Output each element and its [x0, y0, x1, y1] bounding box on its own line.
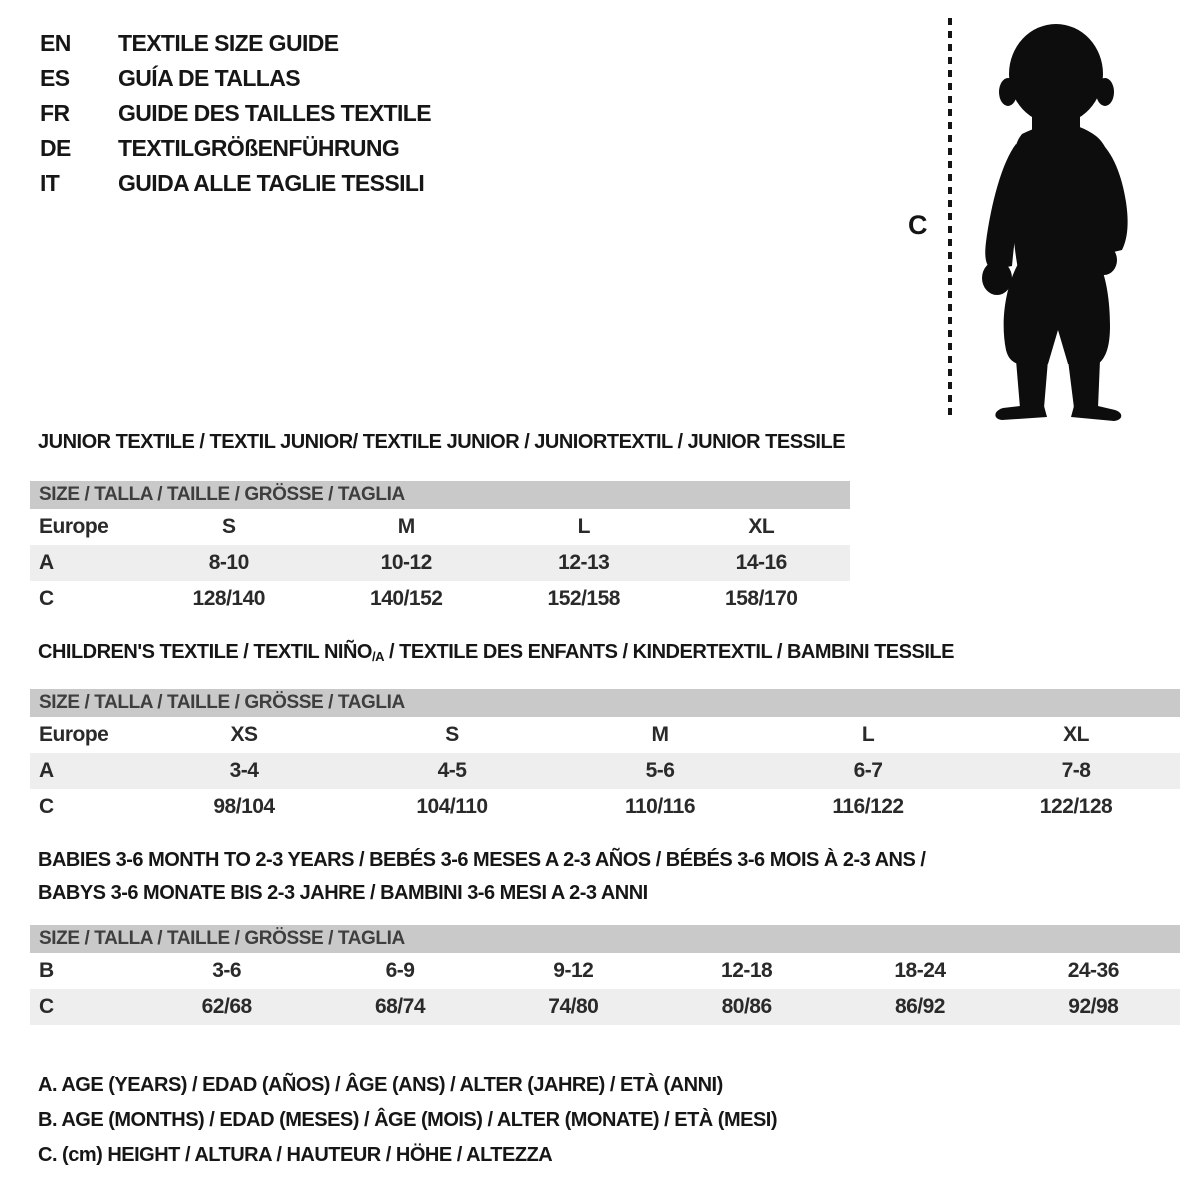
column-header: S — [221, 515, 236, 538]
table-cell: 104/110 — [416, 795, 488, 818]
table-row-a — [30, 545, 850, 581]
height-dashed-line — [948, 18, 952, 418]
table-row-b — [30, 953, 1180, 989]
children-size-table — [30, 689, 1180, 825]
column-header: XL — [748, 515, 775, 538]
language-label: TEXTILGRÖßENFÜHRUNG — [118, 135, 400, 161]
table-cell: 140/152 — [370, 587, 443, 610]
junior-section-title: JUNIOR TEXTILE / TEXTIL JUNIOR/ TEXTILE JUNIOR / JUNIORTEXTIL / JUNIOR TESSILE — [38, 431, 846, 453]
babies-size-table — [30, 925, 1180, 1025]
size-header-bar: SIZE / TALLA / TAILLE / GRÖSSE / TAGLIA — [30, 689, 1180, 717]
row-label: C — [39, 587, 54, 610]
table-cell: 3-6 — [212, 959, 242, 982]
table-cell: 7-8 — [1061, 759, 1091, 782]
toddler-silhouette-icon — [962, 12, 1148, 424]
language-code: ES — [40, 65, 70, 91]
row-label: C — [39, 995, 54, 1018]
table-cell: 4-5 — [437, 759, 467, 782]
legend-line-b: B. AGE (MONTHS) / EDAD (MESES) / ÂGE (MOIS) / ALTER (MONATE) / ETÀ (MESI) — [38, 1109, 778, 1131]
language-row-it — [40, 166, 431, 201]
table-cell: 6-9 — [385, 959, 415, 982]
legend — [38, 1068, 777, 1173]
size-header-bar: SIZE / TALLA / TAILLE / GRÖSSE / TAGLIA — [30, 481, 850, 509]
table-cell: 116/122 — [832, 795, 904, 818]
table-row-a — [30, 753, 1180, 789]
table-cell: 74/80 — [548, 995, 599, 1018]
language-label: GUIDE DES TAILLES TEXTILE — [118, 100, 431, 126]
table-cell: 158/170 — [725, 587, 798, 610]
table-cell: 110/116 — [624, 795, 696, 818]
table-cell: 80/86 — [721, 995, 772, 1018]
column-header: M — [397, 515, 415, 538]
language-list — [40, 26, 431, 201]
table-cell: 14-16 — [735, 551, 787, 574]
column-header: L — [577, 515, 590, 538]
column-header: L — [861, 723, 875, 746]
table-cell: 10-12 — [380, 551, 432, 574]
language-code: EN — [40, 30, 71, 56]
table-cell: 8-10 — [208, 551, 249, 574]
children-title-prefix: CHILDREN'S TEXTILE / TEXTIL NIÑO — [38, 641, 372, 663]
table-cell: 24-36 — [1067, 959, 1119, 982]
children-title-sub: /A — [371, 649, 384, 664]
table-row-header — [30, 717, 1180, 753]
table-row-c — [30, 789, 1180, 825]
column-header: S — [445, 723, 459, 746]
table-cell: 9-12 — [553, 959, 594, 982]
table-cell: 5-6 — [645, 759, 675, 782]
column-header: XL — [1063, 723, 1089, 746]
table-cell: 122/128 — [1039, 795, 1113, 818]
table-cell: 86/92 — [894, 995, 945, 1018]
table-cell: 152/158 — [547, 587, 620, 610]
legend-line-a: A. AGE (YEARS) / EDAD (AÑOS) / ÂGE (ANS) / ALTER (JAHRE) / ETÀ (ANNI) — [38, 1074, 723, 1096]
column-header: M — [651, 723, 669, 746]
row-label: A — [39, 551, 54, 574]
language-label: TEXTILE SIZE GUIDE — [118, 30, 339, 56]
table-cell: 18-24 — [894, 959, 946, 982]
table-cell: 3-4 — [229, 759, 259, 782]
language-label: GUÍA DE TALLAS — [118, 65, 300, 91]
table-row-header — [30, 509, 850, 545]
table-row-c — [30, 581, 850, 617]
table-cell: 62/68 — [201, 995, 252, 1018]
children-section-title — [38, 641, 954, 664]
table-row-c — [30, 989, 1180, 1025]
language-row-en — [40, 26, 431, 61]
junior-size-table — [30, 481, 850, 617]
column-header: XS — [230, 723, 258, 746]
row-label: C — [39, 795, 54, 818]
babies-section-title-line2: BABYS 3-6 MONATE BIS 2-3 JAHRE / BAMBINI 3-6 MESI A 2-3 ANNI — [38, 882, 648, 904]
table-cell: 98/104 — [213, 795, 275, 818]
language-label: GUIDA ALLE TAGLIE TESSILI — [118, 170, 425, 196]
size-header-bar: SIZE / TALLA / TAILLE / GRÖSSE / TAGLIA — [30, 925, 1180, 953]
table-cell: 128/140 — [192, 587, 265, 610]
language-code: IT — [40, 170, 60, 196]
row-label: Europe — [39, 515, 109, 538]
table-cell: 12-13 — [558, 551, 610, 574]
language-row-es — [40, 61, 431, 96]
language-code: FR — [40, 100, 70, 126]
row-label: B — [39, 959, 54, 982]
row-label: Europe — [39, 723, 109, 746]
measure-label-c: C — [908, 210, 928, 240]
language-row-fr — [40, 96, 431, 131]
table-cell: 6-7 — [853, 759, 883, 782]
language-code: DE — [40, 135, 71, 161]
table-cell: 12-18 — [721, 959, 773, 982]
babies-section-title-line1: BABIES 3-6 MONTH TO 2-3 YEARS / BEBÉS 3-6 MESES A 2-3 AÑOS / BÉBÉS 3-6 MOIS À 2-3 ANS / — [38, 849, 926, 871]
table-cell: 92/98 — [1068, 995, 1119, 1018]
row-label: A — [39, 759, 54, 782]
legend-line-c: C. (cm) HEIGHT / ALTURA / HAUTEUR / HÖHE / ALTEZZA — [38, 1144, 553, 1166]
children-title-suffix: / TEXTILE DES ENFANTS / KINDERTEXTIL / BAMBINI TESSILE — [383, 641, 954, 663]
table-cell: 68/74 — [374, 995, 426, 1018]
language-row-de — [40, 131, 431, 166]
